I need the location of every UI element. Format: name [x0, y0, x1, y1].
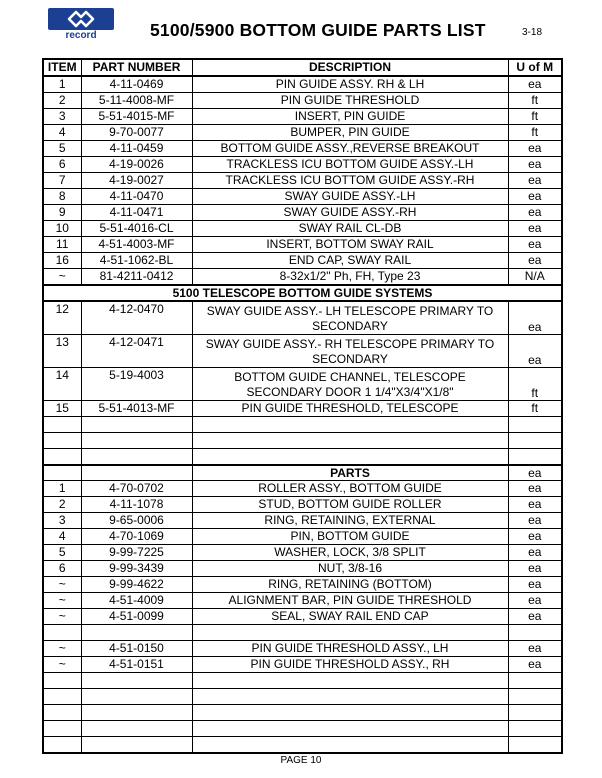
column-header-description: DESCRIPTION — [192, 59, 508, 76]
blank-row — [43, 417, 562, 433]
description-line-2: SECONDARY DOOR 1 1/4"X3/4"X1/8" — [246, 384, 454, 399]
part-number-cell: 4-19-0026 — [81, 157, 192, 173]
part-number-cell: 4-11-1078 — [81, 497, 192, 513]
part-number-cell: 5-11-4008-MF — [81, 93, 192, 109]
item-cell: 1 — [43, 76, 81, 93]
item-cell: 13 — [43, 335, 81, 368]
uom-cell: ea — [508, 609, 562, 625]
item-cell: 3 — [43, 109, 81, 125]
blank-cell — [81, 433, 192, 449]
revision-label: 3-18 — [522, 27, 543, 38]
blank-cell — [508, 433, 562, 449]
item-cell: 6 — [43, 561, 81, 577]
blank-cell — [81, 449, 192, 466]
table-row — [43, 593, 562, 609]
uom-cell: ea — [508, 335, 562, 368]
description-cell: TRACKLESS ICU BOTTOM GUIDE ASSY.-RH — [192, 173, 508, 189]
uom-cell: ea — [508, 641, 562, 657]
description-cell: STUD, BOTTOM GUIDE ROLLER — [192, 497, 508, 513]
blank-cell — [43, 721, 81, 737]
uom-cell: ea — [508, 173, 562, 189]
blank-cell — [81, 737, 192, 754]
part-number-cell: 5-51-4016-CL — [81, 221, 192, 237]
item-cell: 2 — [43, 497, 81, 513]
blank-cell — [81, 625, 192, 641]
description-cell: ALIGNMENT BAR, PIN GUIDE THRESHOLD — [192, 593, 508, 609]
blank-cell — [192, 449, 508, 466]
part-number-cell: 4-70-0702 — [81, 481, 192, 497]
table-row — [43, 497, 562, 513]
description-cell: PIN, BOTTOM GUIDE — [192, 529, 508, 545]
description-cell: RING, RETAINING, EXTERNAL — [192, 513, 508, 529]
blank-cell — [43, 417, 81, 433]
blank-cell — [508, 625, 562, 641]
item-cell: 5 — [43, 141, 81, 157]
blank-cell — [43, 737, 81, 754]
item-cell: 11 — [43, 237, 81, 253]
logo-mark-icon — [48, 8, 114, 30]
description-cell: PIN GUIDE THRESHOLD, TELESCOPE — [192, 401, 508, 417]
part-number-cell: 4-51-4009 — [81, 593, 192, 609]
part-number-cell: 4-51-1062-BL — [81, 253, 192, 269]
blank-row — [43, 721, 562, 737]
description-cell — [192, 301, 508, 335]
part-number-cell: 4-70-1069 — [81, 529, 192, 545]
table-row — [43, 109, 562, 125]
item-cell: 3 — [43, 513, 81, 529]
section-header-telescope — [43, 285, 562, 301]
part-number-cell: 9-99-7225 — [81, 545, 192, 561]
uom-cell: ea — [508, 545, 562, 561]
blank-cell — [43, 433, 81, 449]
part-number-cell: 4-12-0470 — [81, 301, 192, 335]
item-cell: 2 — [43, 93, 81, 109]
table-row — [43, 529, 562, 545]
description-cell: SWAY GUIDE ASSY.-RH — [192, 205, 508, 221]
description-cell: PIN GUIDE THRESHOLD ASSY., RH — [192, 657, 508, 673]
item-cell: ~ — [43, 269, 81, 286]
item-cell: 15 — [43, 401, 81, 417]
blank-cell — [43, 449, 81, 466]
table-row — [43, 173, 562, 189]
table-row — [43, 253, 562, 269]
uom-cell: ea — [508, 205, 562, 221]
description-cell: END CAP, SWAY RAIL — [192, 253, 508, 269]
uom-cell: ea — [508, 529, 562, 545]
blank-cell — [81, 465, 192, 481]
table-row — [43, 301, 562, 335]
table-row — [43, 368, 562, 401]
blank-cell — [81, 417, 192, 433]
uom-cell: ea — [508, 561, 562, 577]
description-cell: SEAL, SWAY RAIL END CAP — [192, 609, 508, 625]
item-cell: 4 — [43, 125, 81, 141]
part-number-cell: 4-12-0471 — [81, 335, 192, 368]
description-cell: PIN GUIDE THRESHOLD — [192, 93, 508, 109]
description-line-1: SWAY GUIDE ASSY.- LH TELESCOPE PRIMARY TO — [206, 303, 494, 318]
uom-cell: ea — [508, 593, 562, 609]
uom-cell: ea — [508, 577, 562, 593]
table-row — [43, 401, 562, 417]
description-line-2: SECONDARY — [312, 318, 388, 333]
blank-row — [43, 705, 562, 721]
blank-cell — [81, 689, 192, 705]
item-cell: 4 — [43, 529, 81, 545]
blank-cell — [43, 625, 81, 641]
table-row — [43, 577, 562, 593]
table-row — [43, 609, 562, 625]
table-row — [43, 657, 562, 673]
blank-cell — [192, 705, 508, 721]
blank-cell — [192, 689, 508, 705]
table-row — [43, 335, 562, 368]
table-row — [43, 189, 562, 205]
description-cell: WASHER, LOCK, 3/8 SPLIT — [192, 545, 508, 561]
uom-cell: ea — [508, 253, 562, 269]
item-cell: ~ — [43, 593, 81, 609]
table-row — [43, 237, 562, 253]
part-number-cell: 4-11-0459 — [81, 141, 192, 157]
uom-cell: ea — [508, 157, 562, 173]
company-logo — [48, 8, 114, 42]
part-number-cell: 9-99-4622 — [81, 577, 192, 593]
item-cell: ~ — [43, 577, 81, 593]
table-header-row — [43, 59, 562, 76]
table-row — [43, 125, 562, 141]
part-number-cell: 81-4211-0412 — [81, 269, 192, 286]
part-number-cell: 5-51-4015-MF — [81, 109, 192, 125]
description-cell: PIN GUIDE THRESHOLD ASSY., LH — [192, 641, 508, 657]
part-number-cell: 4-51-0099 — [81, 609, 192, 625]
description-cell: NUT, 3/8-16 — [192, 561, 508, 577]
uom-cell: ea — [508, 76, 562, 93]
blank-cell — [508, 417, 562, 433]
item-cell: 8 — [43, 189, 81, 205]
item-cell: 6 — [43, 157, 81, 173]
table-row — [43, 93, 562, 109]
page-number: PAGE 10 — [280, 755, 322, 766]
description-cell: SWAY GUIDE ASSY.-LH — [192, 189, 508, 205]
blank-cell — [43, 705, 81, 721]
uom-cell: ft — [508, 368, 562, 401]
part-number-cell: 4-51-0151 — [81, 657, 192, 673]
part-number-cell: 4-51-0150 — [81, 641, 192, 657]
blank-row — [43, 449, 562, 466]
column-header-item: ITEM — [43, 59, 81, 76]
item-cell: 10 — [43, 221, 81, 237]
item-cell: 12 — [43, 301, 81, 335]
description-cell: ROLLER ASSY., BOTTOM GUIDE — [192, 481, 508, 497]
item-cell: 1 — [43, 481, 81, 497]
blank-cell — [508, 721, 562, 737]
blank-row — [43, 737, 562, 754]
blank-cell — [508, 449, 562, 466]
blank-cell — [43, 673, 81, 689]
description-cell: PIN GUIDE ASSY. RH & LH — [192, 76, 508, 93]
blank-cell — [81, 673, 192, 689]
uom-cell: ft — [508, 93, 562, 109]
blank-cell — [192, 417, 508, 433]
part-number-cell: 5-51-4013-MF — [81, 401, 192, 417]
blank-cell — [81, 705, 192, 721]
uom-cell: N/A — [508, 269, 562, 286]
column-header-uom: U of M — [508, 59, 562, 76]
table-row — [43, 221, 562, 237]
item-cell: 7 — [43, 173, 81, 189]
description-line-1: BOTTOM GUIDE CHANNEL, TELESCOPE — [234, 369, 466, 384]
item-cell: ~ — [43, 641, 81, 657]
table-row — [43, 513, 562, 529]
uom-cell: ft — [508, 109, 562, 125]
part-number-cell: 4-11-0470 — [81, 189, 192, 205]
part-number-cell: 9-99-3439 — [81, 561, 192, 577]
blank-cell — [508, 737, 562, 754]
table-row — [43, 561, 562, 577]
description-cell: RING, RETAINING (BOTTOM) — [192, 577, 508, 593]
description-cell: INSERT, BOTTOM SWAY RAIL — [192, 237, 508, 253]
uom-cell: ea — [508, 513, 562, 529]
blank-cell — [192, 721, 508, 737]
part-number-cell: 9-65-0006 — [81, 513, 192, 529]
table-row — [43, 205, 562, 221]
uom-cell: ft — [508, 401, 562, 417]
item-cell: 14 — [43, 368, 81, 401]
blank-cell — [508, 673, 562, 689]
table-row — [43, 157, 562, 173]
uom-cell: ea — [508, 657, 562, 673]
description-cell: BUMPER, PIN GUIDE — [192, 125, 508, 141]
description-cell: 8-32x1/2" Ph, FH, Type 23 — [192, 269, 508, 286]
table-row — [43, 76, 562, 93]
blank-cell — [43, 689, 81, 705]
blank-cell — [508, 689, 562, 705]
blank-row — [43, 689, 562, 705]
blank-cell — [192, 737, 508, 754]
section-title: PARTS — [192, 465, 508, 481]
uom-cell: ea — [508, 481, 562, 497]
table-row — [43, 641, 562, 657]
table-row — [43, 269, 562, 286]
table-row — [43, 545, 562, 561]
description-line-1: SWAY GUIDE ASSY.- RH TELESCOPE PRIMARY TO — [205, 336, 495, 351]
part-number-cell: 9-70-0077 — [81, 125, 192, 141]
description-cell: BOTTOM GUIDE ASSY.,REVERSE BREAKOUT — [192, 141, 508, 157]
blank-cell — [192, 673, 508, 689]
uom-cell: ea — [508, 221, 562, 237]
uom-cell: ea — [508, 141, 562, 157]
part-number-cell: 4-19-0027 — [81, 173, 192, 189]
blank-cell — [192, 625, 508, 641]
section-title: 5100 TELESCOPE BOTTOM GUIDE SYSTEMS — [43, 285, 562, 301]
item-cell: ~ — [43, 657, 81, 673]
document-title: 5100/5900 BOTTOM GUIDE PARTS LIST — [150, 20, 486, 40]
part-number-cell: 5-19-4003 — [81, 368, 192, 401]
item-cell: 9 — [43, 205, 81, 221]
part-number-cell: 4-11-0469 — [81, 76, 192, 93]
part-number-cell: 4-11-0471 — [81, 205, 192, 221]
blank-cell — [192, 433, 508, 449]
uom-cell: ea — [508, 237, 562, 253]
parts-table — [42, 58, 563, 754]
description-cell — [192, 335, 508, 368]
item-cell: ~ — [43, 609, 81, 625]
item-cell: 16 — [43, 253, 81, 269]
blank-cell — [43, 465, 81, 481]
description-cell: SWAY RAIL CL-DB — [192, 221, 508, 237]
uom-cell: ea — [508, 497, 562, 513]
description-cell: INSERT, PIN GUIDE — [192, 109, 508, 125]
description-cell — [192, 368, 508, 401]
blank-cell — [81, 721, 192, 737]
uom-cell: ea — [508, 301, 562, 335]
blank-row — [43, 673, 562, 689]
uom-cell: ea — [508, 189, 562, 205]
item-cell: 5 — [43, 545, 81, 561]
uom-cell: ft — [508, 125, 562, 141]
blank-row — [43, 433, 562, 449]
table-row — [43, 481, 562, 497]
table-row — [43, 141, 562, 157]
part-number-cell: 4-51-4003-MF — [81, 237, 192, 253]
uom-cell: ea — [508, 465, 562, 481]
blank-row — [43, 625, 562, 641]
section-header-parts — [43, 465, 562, 481]
blank-cell — [508, 705, 562, 721]
logo-wordmark: record — [65, 30, 97, 41]
description-line-2: SECONDARY — [312, 351, 388, 366]
column-header-part-number: PART NUMBER — [81, 59, 192, 76]
description-cell: TRACKLESS ICU BOTTOM GUIDE ASSY.-LH — [192, 157, 508, 173]
